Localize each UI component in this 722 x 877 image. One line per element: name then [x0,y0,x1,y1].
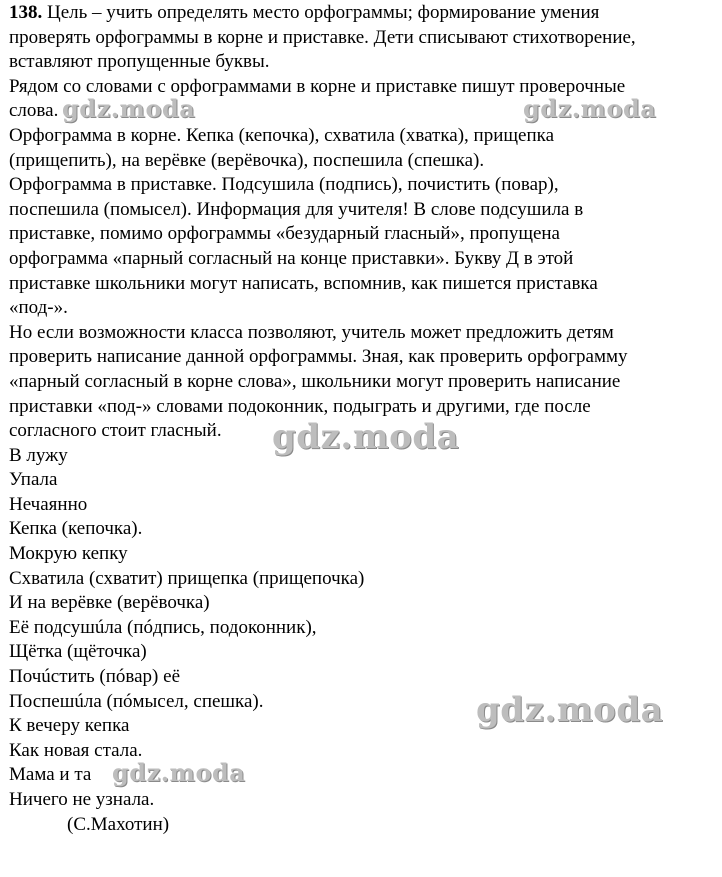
text-line: Рядом со словами с орфограммами в корне и приставке пишут проверочные [9,75,626,97]
text-line [9,1,717,26]
poem-line: Кепка (кепочка). [9,518,143,540]
text-line: орфограмма «парный согласный на конце приставки». Букву Д в этой [9,247,574,269]
text-line: Орфограмма в корне. Кепка (кепочка), схватила (хватка), прищепка [9,124,554,146]
poem-line: И на верёвке (верёвочка) [9,592,210,614]
poem-line: Поспешúла (пóмысел, спешка). [9,690,264,712]
watermark: gdz.moda [62,94,196,123]
text-line: проверять орфограммы в корне и приставке. Дети списывают стихотворение, [9,26,636,48]
text-line: приставке школьники могут написать, вспомнив, как пишется приставка [9,272,598,294]
text-line: (прищепить), на верёвке (верёвочка), поспешила (спешка). [9,149,485,171]
poem-line: Схватила (схватит) прищепка (прищепочка) [9,567,365,589]
text-line: «парный согласный в корне слова», школьники могут проверить написание [9,370,621,392]
text-line: «под-». [9,297,68,319]
poem-line: Её подсушúла (пóдпись, подоконник), [9,616,317,638]
poem-line: Почúстить (пóвар) её [9,666,180,688]
poem-line: Как новая стала. [9,739,143,761]
watermark: gdz.moda [476,690,664,730]
watermark: gdz.moda [272,417,460,457]
text-line: проверить написание данной орфограммы. Зная, как проверить орфограмму [9,346,628,368]
text-line: вставляют пропущенные буквы. [9,51,270,73]
poem-line: Ничего не узнала. [9,789,155,810]
watermark: gdz.moda [112,758,246,787]
text-line: Орфограмма в приставке. Подсушила (подпись), почистить (повар), [9,174,559,196]
text-line: приставке, помимо орфограммы «безударный гласный», пропущена [9,223,560,245]
text-line: поспешила (помысел). Информация для учителя! В слове подсушила в [9,198,584,220]
poem-line: Мама и та [9,764,92,786]
task-text: Цель – учить определять место орфограммы; формирование умения [42,2,600,23]
poem-line: Мокрую кепку [9,543,128,565]
poem-line: Упала [9,469,58,491]
task-number: 138. [9,2,43,23]
text-line: Но если возможности класса позволяют, учитель может предложить детям [9,321,614,343]
poem-line: В лужу [9,444,68,466]
text-line: согласного стоит гласный. [9,420,222,442]
poem-line: Нечаянно [9,493,88,515]
poem-line: Щётка (щёточка) [9,641,147,663]
poem-line: К вечеру кепка [9,715,130,737]
text-line: слова. [9,100,59,122]
text-line: приставки «под-» словами подоконник, подыграть и другими, где после [9,395,591,417]
poem-author: (С.Махотин) [67,813,170,835]
watermark: gdz.moda [523,94,657,123]
